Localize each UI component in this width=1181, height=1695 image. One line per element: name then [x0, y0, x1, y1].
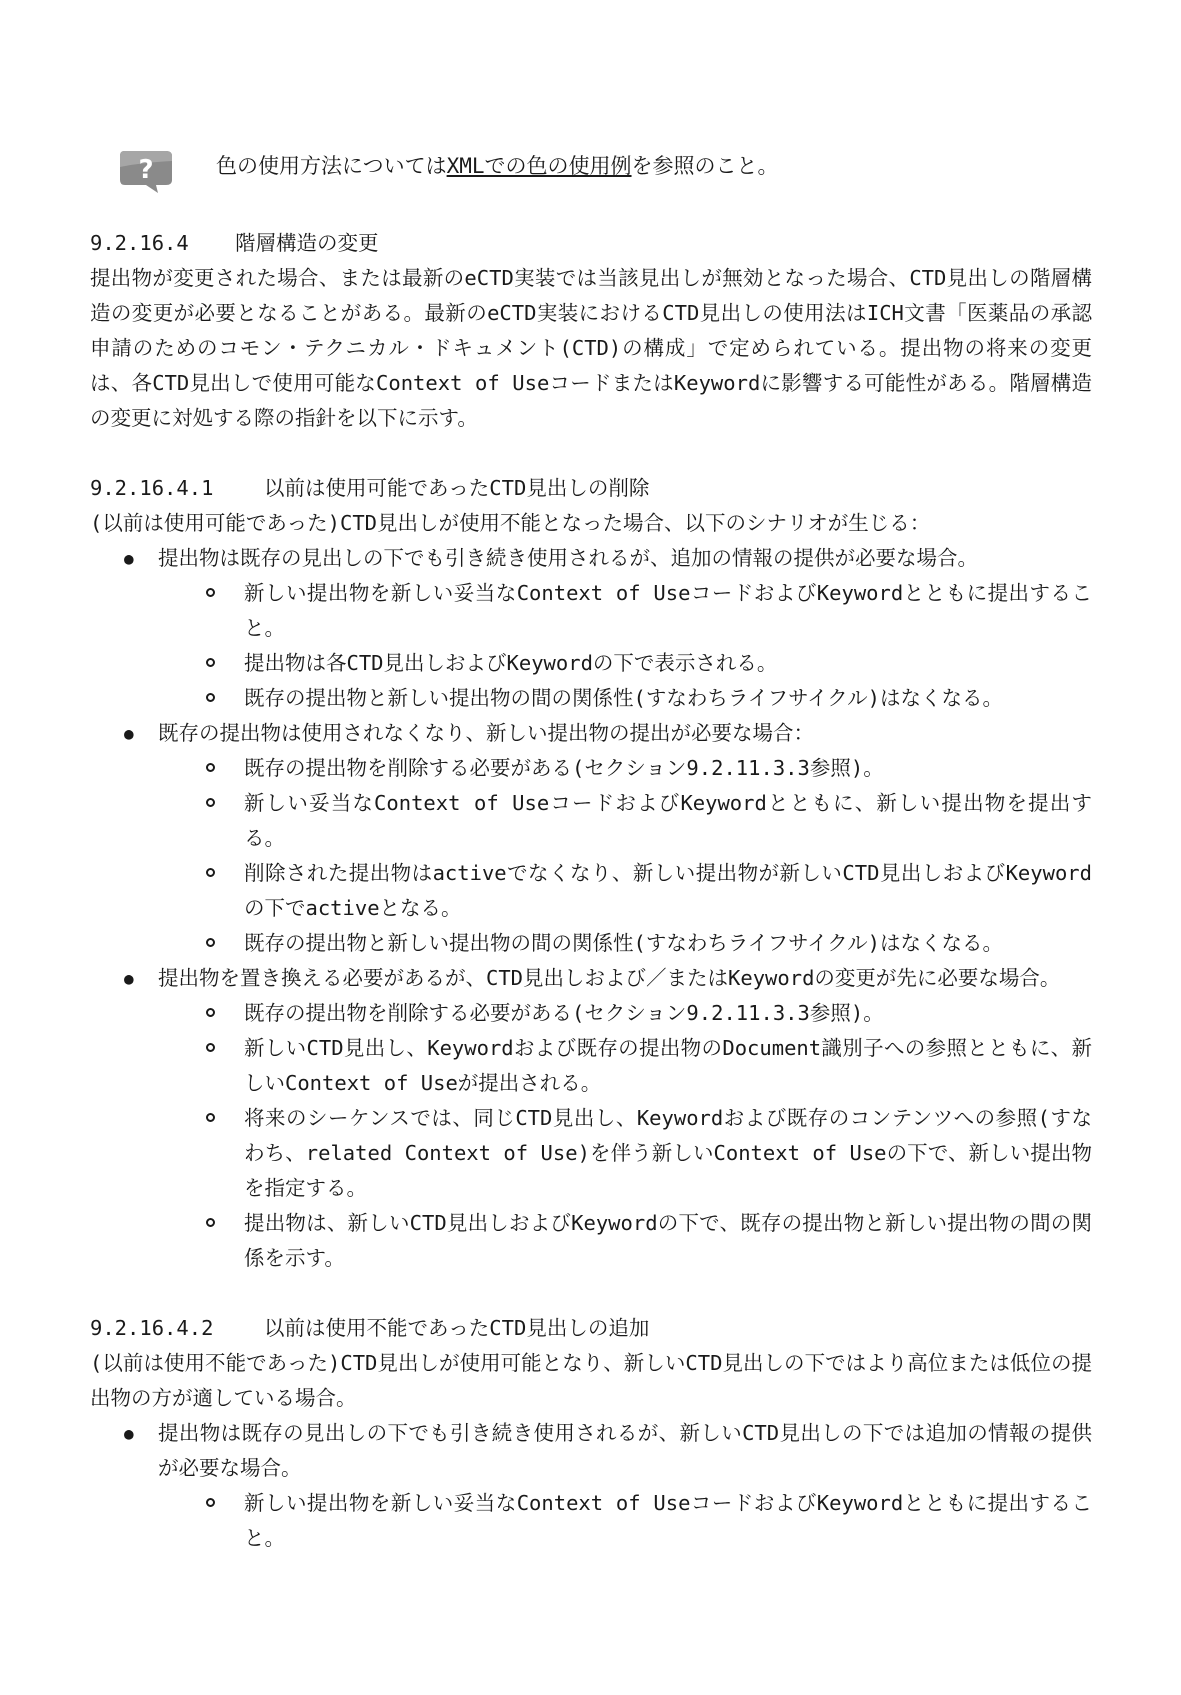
circle-bullet-icon — [206, 1218, 215, 1227]
scenario-list — [90, 1416, 1092, 1556]
info-note — [118, 143, 1098, 193]
sub-list-item: 既存の提出物と新しい提出物の間の関係性(すなわちライフサイクル)はなくなる。 — [90, 926, 1092, 961]
section-heading-9-2-16-4-1 — [90, 471, 1092, 506]
sub-list — [158, 996, 1092, 1276]
document-body — [90, 226, 1092, 1556]
sub-list-item: 新しい妥当なContext of UseコードおよびKeywordとともに、新しい提出物を提出する。 — [90, 786, 1092, 856]
sub-list-item: 将来のシーケンスでは、同じCTD見出し、Keywordおよび既存のコンテンツへの参照(すなわち、related Context of Use)を伴う新しいContext of Useの下で、新しい提出物を指定する。 — [90, 1101, 1092, 1206]
bullet-icon: ● — [124, 724, 134, 743]
section-number: 9.2.16.4.2 — [90, 1316, 214, 1340]
sub-list-item: 提出物は、新しいCTD見出しおよびKeywordの下で、既存の提出物と新しい提出物の間の関係を示す。 — [90, 1206, 1092, 1276]
sub-list-item: 提出物は各CTD見出しおよびKeywordの下で表示される。 — [90, 646, 1092, 681]
circle-bullet-icon — [206, 798, 215, 807]
section-number: 9.2.16.4 — [90, 231, 189, 255]
list-item — [90, 961, 1092, 1276]
scenario-text: 提出物は既存の見出しの下でも引き続き使用されるが、追加の情報の提供が必要な場合。 — [158, 546, 978, 570]
section-title: 以前は使用可能であったCTD見出しの削除 — [264, 476, 650, 500]
section-number: 9.2.16.4.1 — [90, 476, 214, 500]
circle-bullet-icon — [206, 1043, 215, 1052]
note-text-after: を参照のこと。 — [631, 154, 779, 178]
bullet-icon: ● — [124, 549, 134, 568]
sub-list-item: 削除された提出物はactiveでなくなり、新しい提出物が新しいCTD見出しおよびKeywordの下でactiveとなる。 — [90, 856, 1092, 926]
section-heading-9-2-16-4 — [90, 226, 1092, 261]
circle-bullet-icon — [206, 938, 215, 947]
circle-bullet-icon — [206, 693, 215, 702]
sub-list-item: 既存の提出物を削除する必要がある(セクション9.2.11.3.3参照)。 — [90, 996, 1092, 1031]
section-body-paragraph: 提出物が変更された場合、または最新のeCTD実装では当該見出しが無効となった場合、CTD見出しの階層構造の変更が必要となることがある。最新のeCTD実装におけるCTD見出しの使用法はICH文書「医薬品の承認申請のためのコモン・テクニカル・ドキュメント(CTD)の構成」で定められている。提出物の将来の変更は、各CTD見出しで使用可能なContext of UseコードまたはKeywordに影響する可能性がある。階層構造の変更に対処する際の指針を以下に示す。 — [90, 266, 1092, 430]
section-heading-9-2-16-4-2 — [90, 1311, 1092, 1346]
circle-bullet-icon — [206, 868, 215, 877]
sub-list-item: 新しい提出物を新しい妥当なContext of UseコードおよびKeywordとともに提出すること。 — [90, 1486, 1092, 1556]
sub-list-item: 既存の提出物を削除する必要がある(セクション9.2.11.3.3参照)。 — [90, 751, 1092, 786]
section-title: 階層構造の変更 — [235, 231, 379, 255]
circle-bullet-icon — [206, 1113, 215, 1122]
list-item — [90, 716, 1092, 961]
scenario-list — [90, 541, 1092, 1276]
sub-list — [158, 1486, 1092, 1556]
note-text-before: 色の使用方法については — [216, 154, 447, 178]
circle-bullet-icon — [206, 588, 215, 597]
circle-bullet-icon — [206, 1008, 215, 1017]
scenario-text: 提出物は既存の見出しの下でも引き続き使用されるが、新しいCTD見出しの下では追加の情報の提供が必要な場合。 — [158, 1421, 1092, 1480]
question-speech-bubble-icon — [118, 147, 174, 195]
xml-color-example-link[interactable]: XMLでの色の使用例 — [446, 154, 632, 178]
svg-text:?: ? — [138, 155, 154, 185]
sub-list — [158, 576, 1092, 716]
list-item — [90, 541, 1092, 716]
circle-bullet-icon — [206, 658, 215, 667]
note-text — [216, 149, 779, 183]
circle-bullet-icon — [206, 1498, 215, 1507]
sub-list — [158, 751, 1092, 961]
sub-list-item: 既存の提出物と新しい提出物の間の関係性(すなわちライフサイクル)はなくなる。 — [90, 681, 1092, 716]
section-intro: (以前は使用可能であった)CTD見出しが使用不能となった場合、以下のシナリオが生じる： — [90, 511, 931, 535]
list-item — [90, 1416, 1092, 1556]
circle-bullet-icon — [206, 763, 215, 772]
sub-list-item: 新しいCTD見出し、Keywordおよび既存の提出物のDocument識別子への参照とともに、新しいContext of Useが提出される。 — [90, 1031, 1092, 1101]
bullet-icon: ● — [124, 969, 134, 988]
scenario-text: 既存の提出物は使用されなくなり、新しい提出物の提出が必要な場合： — [158, 721, 814, 745]
bullet-icon: ● — [124, 1424, 134, 1443]
section-title: 以前は使用不能であったCTD見出しの追加 — [264, 1316, 650, 1340]
sub-list-item: 新しい提出物を新しい妥当なContext of UseコードおよびKeywordとともに提出すること。 — [90, 576, 1092, 646]
section-intro: (以前は使用不能であった)CTD見出しが使用可能となり、新しいCTD見出しの下ではより高位または低位の提出物の方が適している場合。 — [90, 1351, 1092, 1410]
scenario-text: 提出物を置き換える必要があるが、CTD見出しおよび／またはKeywordの変更が先に必要な場合。 — [158, 966, 1061, 990]
